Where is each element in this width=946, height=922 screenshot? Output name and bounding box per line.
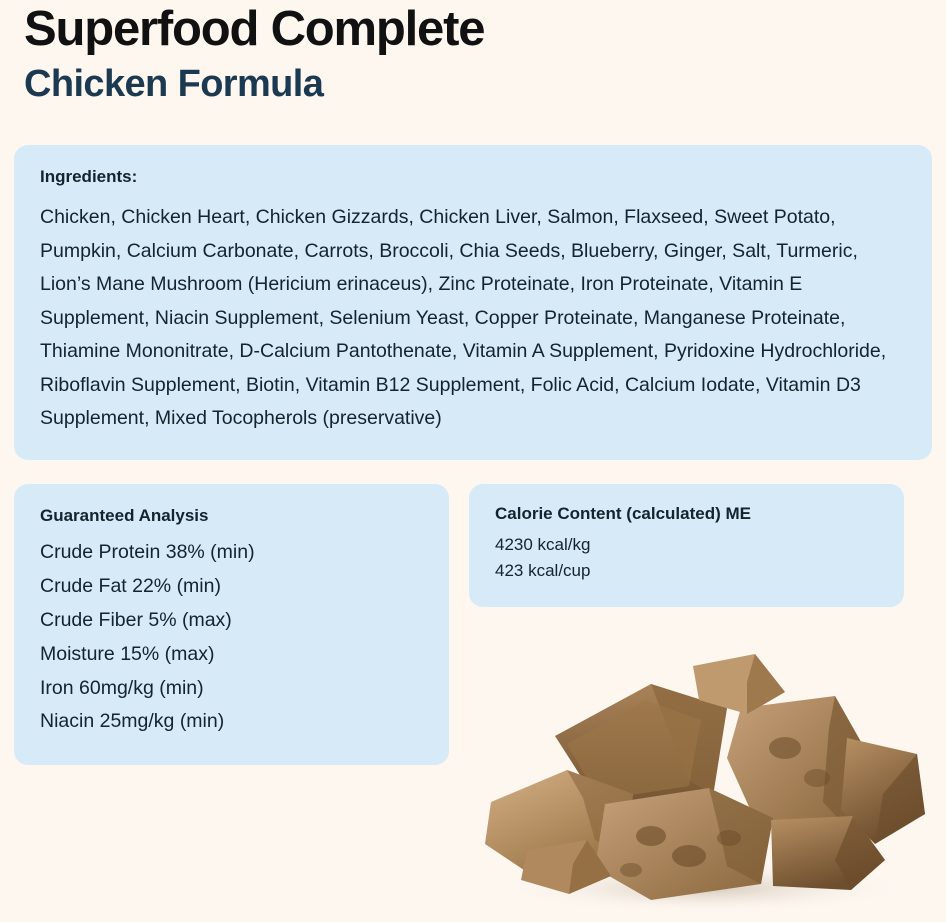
- list-item: Iron 60mg/kg (min): [40, 676, 204, 699]
- list-item: Crude Fiber 5% (max): [40, 608, 232, 631]
- list-item: Moisture 15% (max): [40, 642, 215, 665]
- page-title: Superfood Complete: [24, 2, 485, 56]
- calorie-kcal-per-kg: 4230 kcal/kg: [495, 534, 591, 554]
- right-column: [469, 484, 932, 766]
- list-item: Crude Protein 38% (min): [40, 540, 255, 563]
- calorie-kcal-per-cup: 423 kcal/cup: [495, 561, 591, 581]
- list-item: Niacin 25mg/kg (min): [40, 710, 225, 733]
- page-subtitle: Chicken Formula: [24, 63, 324, 106]
- calorie-content-card: [469, 484, 904, 607]
- guaranteed-analysis-list: [40, 536, 423, 740]
- guaranteed-analysis-card: [14, 484, 449, 766]
- page-header: [14, 0, 932, 107]
- ingredients-heading: Ingredients:: [40, 167, 138, 187]
- calorie-content-heading: Calorie Content (calculated) ME: [495, 503, 751, 523]
- ingredients-card: [14, 145, 932, 460]
- lower-row: [14, 484, 932, 766]
- list-item: Crude Fat 22% (min): [40, 574, 221, 597]
- ingredients-text: Chicken, Chicken Heart, Chicken Gizzards, Chicken Liver, Salmon, Flaxseed, Sweet Potato, Pumpkin, Calcium Carbonate, Carrots, Broccoli, Chia Seeds, Blueberry, Ginger, Salt, Turmeric, Lion’s Mane Mushroom (Hericium erinaceus), Zinc Proteinate, Iron Proteinate, Vitamin E Supplement, Niacin Supplement, Selenium Yeast, Copper Proteinate, Manganese Proteinate, Thiamine Mononitrate, D-Calcium Pantothenate, Vitamin A Supplement, Pyridoxine Hydrochloride, Riboflavin Supplement, Biotin, Vitamin B12 Supplement, Folic Acid, Calcium Iodate, Vitamin D3 Supplement, Mixed Tocopherols (preservative): [40, 206, 887, 430]
- guaranteed-analysis-heading: Guaranteed Analysis: [40, 505, 209, 525]
